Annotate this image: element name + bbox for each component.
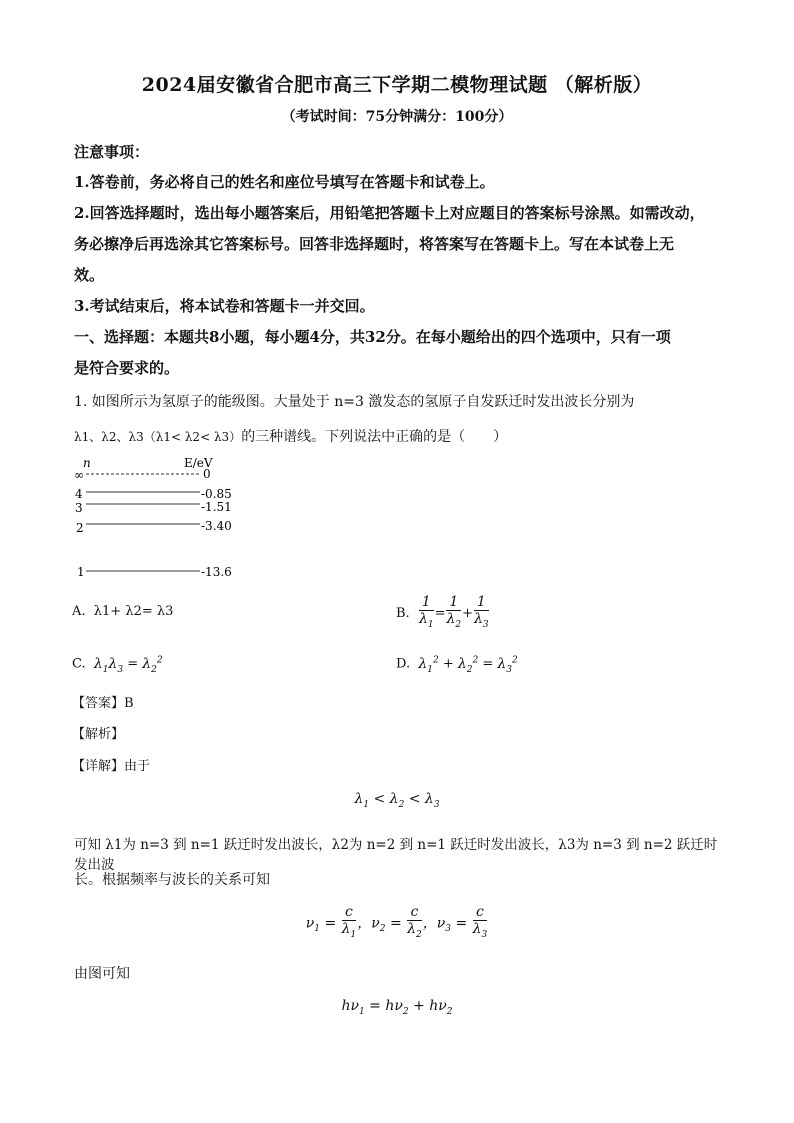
level-energy-infinity: 0	[203, 467, 211, 481]
from-figure-line: 由图可知	[74, 966, 130, 982]
equation-frequency: $\nu_1$ = $\frac{c}{\lambda_1}$ ，$\nu_2$ = $\frac{c}{\lambda_2}$ ，$\nu_3$ = $\frac{c}{\lambda_3}$	[305, 904, 488, 940]
level-energy-3: -1.51	[201, 500, 232, 514]
option-c-label: C.	[72, 656, 86, 672]
level-energy-1: -13.6	[201, 565, 232, 579]
section-heading-line-1: 一、选择题：本题共8小题，每小题4分，共32分。在每小题给出的四个选项中，只有一项	[74, 328, 671, 346]
option-a-text: λ1+ λ2= λ3	[93, 604, 174, 619]
notice-item-2-line-3: 效。	[74, 266, 105, 284]
explanation-line-2: 长。根据频率与波长的关系可知	[74, 872, 270, 888]
question-stem-line-1: 1. 如图所示为氢原子的能级图。大量处于 n=3 激发态的氢原子自发跃迁时发出波长分别为	[74, 394, 635, 410]
notice-item-1: 1.答卷前，务必将自己的姓名和座位号填写在答题卡和试卷上。	[74, 173, 495, 191]
exam-info: （考试时间：75分钟满分：100分）	[281, 109, 513, 125]
notice-item-2-line-2: 务必擦净后再选涂其它答案标号。回答非选择题时，将答案写在答题卡上。写在本试卷上无	[74, 235, 675, 253]
option-b-label: B.	[396, 605, 410, 621]
level-n-3: 3	[75, 501, 83, 515]
equation-wavelength-order: $\lambda_1 < \lambda_2 < \lambda_3$	[354, 791, 440, 810]
level-n-4: 4	[75, 487, 83, 501]
level-n-2: 2	[76, 521, 84, 535]
energy-level-diagram	[72, 452, 242, 584]
explanation-line-1: 可知 λ1为 n=3 到 n=1 跃迁时发出波长，λ2为 n=2 到 n=1 跃迁时发出波长，λ3为 n=3 到 n=2 跃迁时发出波	[74, 837, 718, 873]
analysis-tag: 【解析】	[72, 727, 125, 742]
level-n-1: 1	[77, 565, 85, 579]
option-d-label: D.	[396, 656, 411, 672]
level-energy-4: -0.85	[201, 487, 232, 501]
wavelength-list: λ1、λ2、λ3（λ1< λ2< λ3）	[74, 430, 242, 444]
detail-intro: 由于	[124, 759, 151, 774]
option-a	[72, 604, 173, 619]
answer-line	[72, 692, 134, 711]
level-n-infinity: ∞	[74, 468, 84, 482]
page-title: 2024届安徽省合肥市高三下学期二模物理试题 （解析版）	[141, 74, 653, 96]
stem-tail: 的三种谱线。下列说法中正确的是（ ）	[241, 429, 508, 445]
level-energy-2: -3.40	[201, 519, 232, 533]
notice-item-3: 3.考试结束后，将本试卷和答题卡一并交回。	[74, 297, 375, 315]
option-a-label: A.	[72, 604, 86, 619]
equation-energy: $h\nu_1 = h\nu_2 + h\nu_2$	[341, 998, 453, 1017]
option-d: D. $\lambda_1^2 + \lambda_2^2 = \lambda_3^2$	[396, 655, 518, 675]
diagram-n-label: n	[83, 456, 91, 470]
detail-tag: 【详解】	[72, 759, 125, 774]
detail-line	[72, 755, 150, 774]
notice-item-2-line-1: 2.回答选择题时，选出每小题答案后，用铅笔把答题卡上对应题目的答案标号涂黑。如需改动，	[74, 204, 705, 222]
option-c: C. $\lambda_1\lambda_3 = \lambda_2^2$	[72, 655, 163, 675]
answer-tag: 【答案】	[72, 696, 125, 711]
section-heading-line-2: 是符合要求的。	[74, 359, 180, 377]
answer-value: B	[124, 696, 134, 711]
question-stem-line-2	[74, 426, 724, 446]
diagram-energy-label: E/eV	[184, 456, 213, 470]
option-b: B. $\frac{1}{\lambda_1}$ = $\frac{1}{\lambda_2}$ + $\frac{1}{\lambda_3}$	[396, 594, 489, 630]
notice-heading: 注意事项：	[74, 143, 150, 161]
